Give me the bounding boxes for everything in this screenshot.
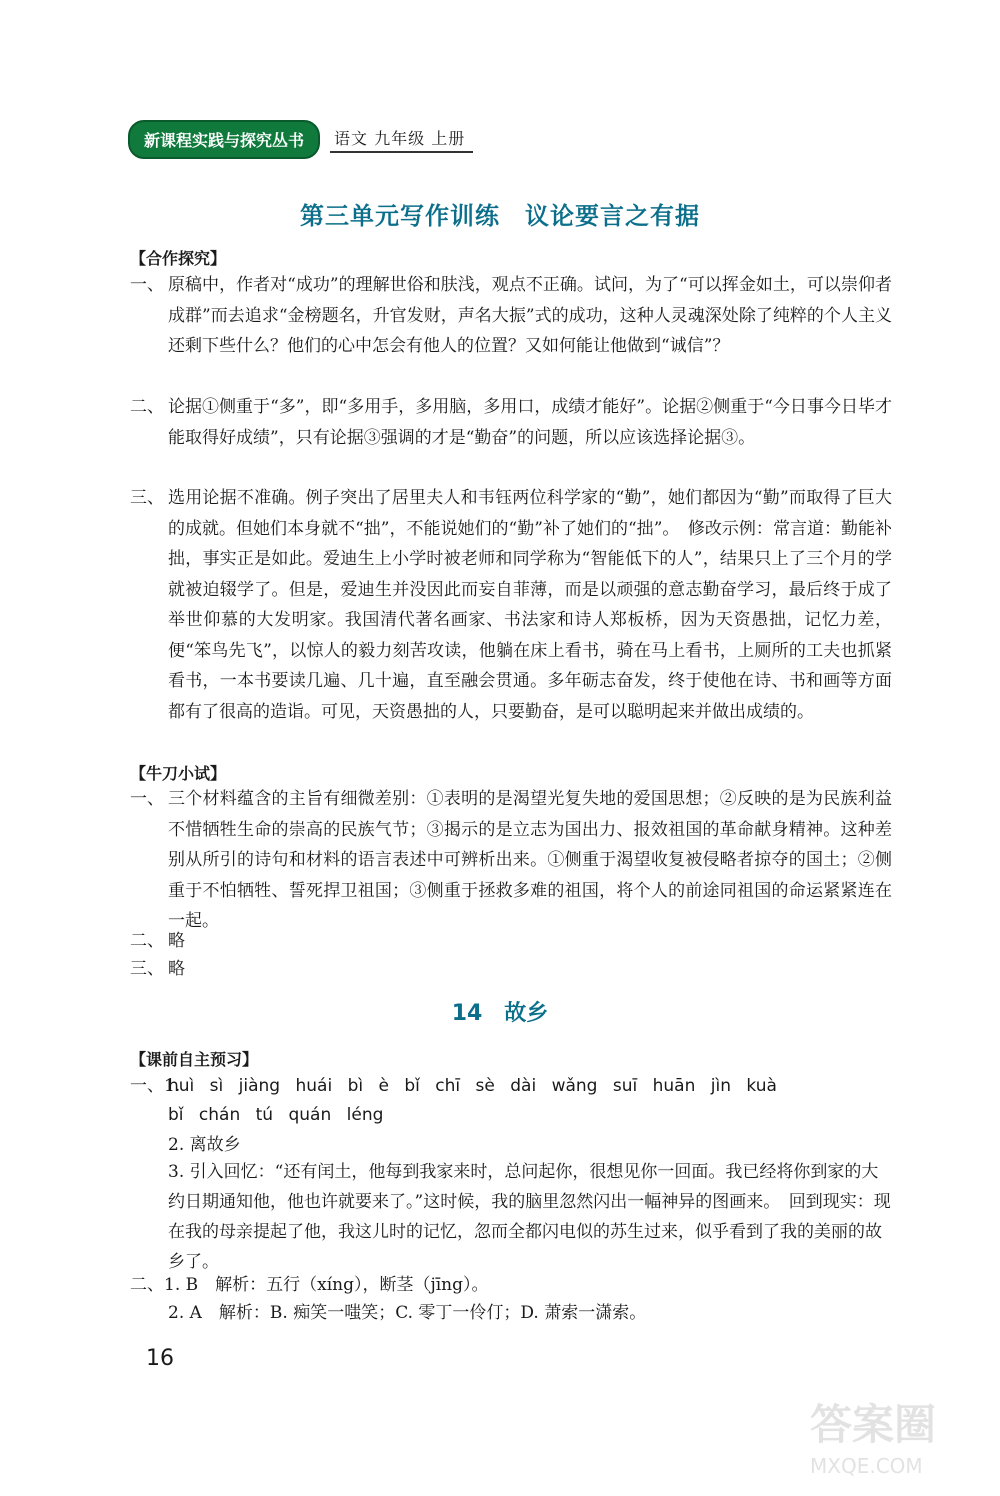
answer-line bbox=[130, 1270, 892, 1301]
section-heading-trial: 【牛刀小试】 bbox=[130, 764, 227, 783]
item-text: 二、1. B 解析：五行（xíng），断茎（jīng）。 bbox=[130, 1275, 489, 1295]
item-number: 一、1. bbox=[130, 1076, 181, 1096]
book-info: 语文 九年级 上册 bbox=[330, 126, 473, 153]
pinyin-line: huì sì jiàng huái bì è bǐ chī sè dài wǎng suī huān jìn kuà bbox=[168, 1076, 777, 1096]
section-heading-cooperation: 【合作探究】 bbox=[130, 249, 227, 268]
item-text: 略 bbox=[168, 959, 185, 979]
book-header bbox=[128, 120, 473, 159]
answer-line: 2. A 解析：B. 痴笑一嗤笑；C. 零丁一伶仃；D. 萧索一潇索。 bbox=[168, 1303, 647, 1323]
item-number: 一、 bbox=[130, 275, 164, 295]
item-number: 三、 bbox=[130, 959, 164, 979]
item-text: 选用论据不准确。例子突出了居里夫人和韦钰两位科学家的“勤”，她们都因为“勤”而取得了巨大的成就。但她们本身就不“拙”，不能说她们的“勤”补了她们的“拙”。 修改示例：常言道：勤能补拙，事实正是如此。爱迪生上小学时被老师和同学称为“智能低下的人”，结果只上了三个月的学就被迫辍学了。但是，爱迪生并没因此而妄自菲薄，而是以顽强的意志勤奋学习，最后终于成了举世仰慕的大发明家。我国清代著名画家、书法家和诗人郑板桥，因为天资愚拙，记忆力差，便“笨鸟先飞”，以惊人的毅力刻苦攻读，他躺在床上看书，骑在马上看书，上厕所的工夫也抓紧看书，一本书要读几遍、几十遍，直至融会贯通。多年砺志奋发，终于使他在诗、书和画等方面都有了很高的造诣。可见，天资愚拙的人，只要勤奋，是可以聪明起来并做出成绩的。 bbox=[168, 488, 892, 722]
watermark bbox=[810, 1392, 990, 1482]
watermark-logo-text: 答案圈 bbox=[810, 1400, 937, 1449]
answer-item bbox=[130, 926, 892, 957]
answer-item bbox=[130, 954, 892, 985]
item-text: 略 bbox=[168, 931, 185, 951]
item-text: 论据①侧重于“多”，即“多用手，多用脑，多用口，成绩才能好”。论据②侧重于“今日事今日毕才能取得好成绩”，只有论据③强调的才是“勤奋”的问题，所以应该选择论据③。 bbox=[168, 397, 892, 448]
item-number: 二、 bbox=[130, 397, 164, 417]
answer-item bbox=[130, 270, 892, 362]
lesson-title: 14 故乡 bbox=[451, 1001, 549, 1026]
item-number: 三、 bbox=[130, 488, 164, 508]
answer-item bbox=[130, 392, 892, 453]
watermark-url: MXQE.COM bbox=[810, 1454, 923, 1478]
page-number: 16 bbox=[146, 1346, 174, 1371]
unit-title: 第三单元写作训练 议论要言之有据 bbox=[300, 202, 700, 230]
answer-item bbox=[130, 1071, 892, 1102]
answer-paragraph: 3. 引入回忆：“还有闰土，他每到我家来时，总问起你，很想见你一回面。我已经将你到家的大约日期通知他，他也许就要来了。”这时候，我的脑里忽然闪出一幅神异的图画来。 回到现实：现在我的母亲提起了他，我这儿时的记忆，忽而全都闪电似的苏生过来，似乎看到了我的美丽的故乡了。 bbox=[168, 1162, 891, 1272]
answer-line: 2. 离故乡 bbox=[168, 1135, 241, 1155]
section-heading-preview: 【课前自主预习】 bbox=[130, 1050, 259, 1069]
item-text: 原稿中，作者对“成功”的理解世俗和肤浅，观点不正确。试问，为了“可以挥金如土，可以崇仰者成群”而去追求“金榜题名，升官发财，声名大振”式的成功，这种人灵魂深处除了纯粹的个人主义还剩下些什么？他们的心中怎会有他人的位置？又如何能让他做到“诚信”？ bbox=[168, 275, 892, 356]
item-number: 二、 bbox=[130, 931, 164, 951]
pinyin-line: bǐ chán tú quán léng bbox=[168, 1105, 384, 1125]
answer-item bbox=[130, 784, 892, 937]
answer-item bbox=[130, 483, 892, 727]
series-badge: 新课程实践与探究丛书 bbox=[128, 120, 320, 159]
item-number: 一、 bbox=[130, 789, 164, 809]
item-text: 三个材料蕴含的主旨有细微差别：①表明的是渴望光复失地的爱国思想；②反映的是为民族利益不惜牺牲生命的崇高的民族气节；③揭示的是立志为国出力、报效祖国的革命献身精神。这种差别从所引的诗句和材料的语言表述中可辨析出来。①侧重于渴望收复被侵略者掠夺的国土；②侧重于不怕牺牲、誓死捍卫祖国；③侧重于拯救多难的祖国，将个人的前途同祖国的命运紧紧连在一起。 bbox=[168, 789, 892, 931]
